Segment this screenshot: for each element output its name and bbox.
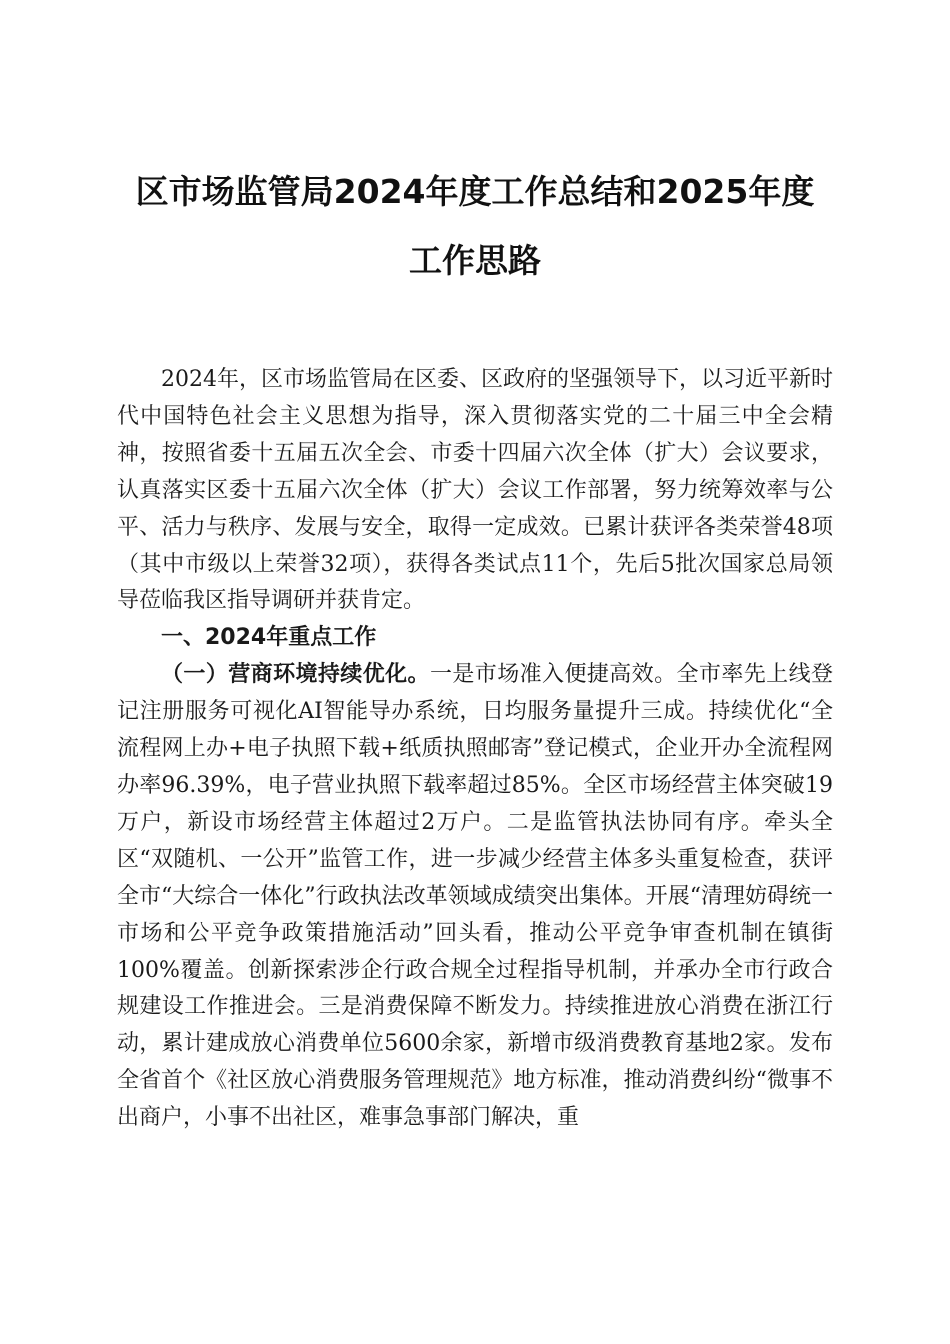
document-title-line2: 工作思路 xyxy=(409,241,541,280)
section-heading: 一、2024年重点工作 xyxy=(161,625,377,651)
intro-paragraph: 2024年，区市场监管局在区委、区政府的坚强领导下，以习近平新时代中国特色社会主义思想为指导，深入贯彻落实党的二十届三中全会精神，按照省委十五届五次全会、市委十四届六次全体（扩大）会议要求，认真落实区委十五届六次全体（扩大）会议工作部署，努力统筹效率与公平、活力与秩序、发展与安全，取得一定成效。已累计获评各类荣誉48项（其中市级以上荣誉32项），获得各类试点11个，先后5批次国家总局领导莅临我区指导调研并获肯定。 xyxy=(117,367,833,614)
document-title-line1: 区市场监管局2024年度工作总结和2025年度 xyxy=(135,172,815,211)
subsection-paragraph xyxy=(117,657,833,1137)
subsection-body: 一是市场准入便捷高效。全市率先上线登记注册服务可视化AI智能导办系统，日均服务量提升三成。持续优化“全流程网上办+电子执照下载+纸质执照邮寄”登记模式，企业开办全流程网办率96.39%，电子营业执照下载率超过85%。全区市场经营主体突破19万户，新设市场经营主体超过2万户。二是监管执法协同有序。牵头全区“双随机、一公开”监管工作，进一步减少经营主体多头重复检查，获评全市“大综合一体化”行政执法改革领域成绩突出集体。开展“清理妨碍统一市场和公平竞争政策措施活动”回头看，推动公平竞争审查机制在镇街100%覆盖。创新探索涉企行政合规全过程指导机制，并承办全市行政合规建设工作推进会。三是消费保障不断发力。持续推进放心消费在浙江行动，累计建成放心消费单位5600余家，新增市级消费教育基地2家。发布全省首个《社区放心消费服务管理规范》地方标准，推动消费纠纷“微事不出商户，小事不出社区，难事急事部门解决，重 xyxy=(117,662,833,1131)
document-body xyxy=(117,362,833,1137)
subsection-heading: （一）营商环境持续优化。 xyxy=(161,662,430,688)
